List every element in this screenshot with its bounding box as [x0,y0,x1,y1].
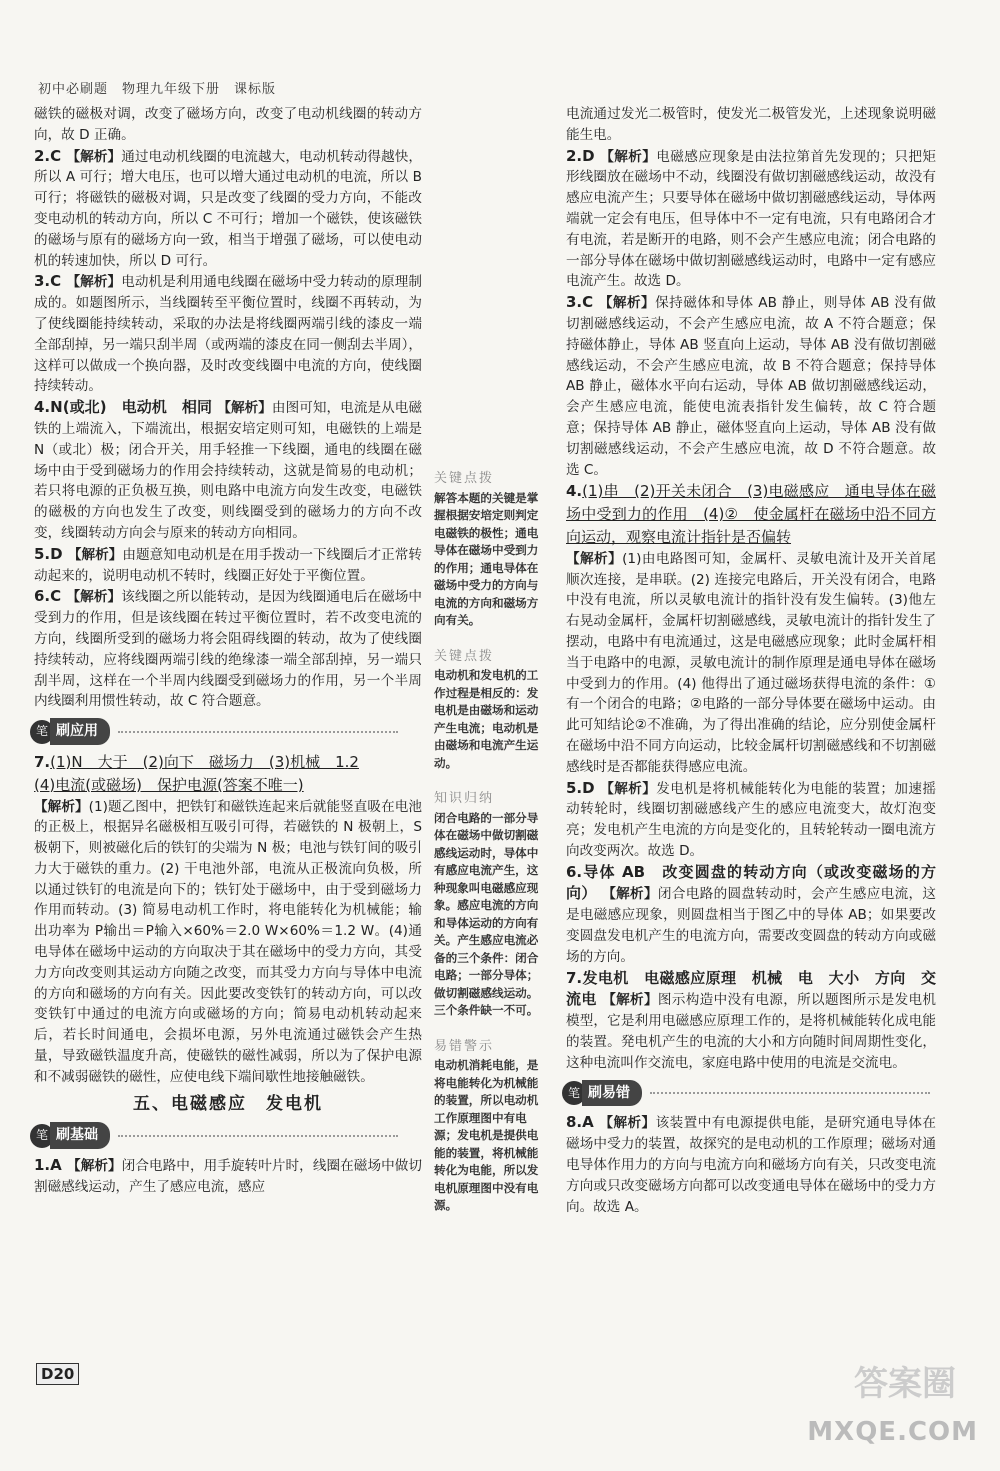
answer-key: D [50,544,68,563]
analysis-text: 发电机是将机械能转化为电能的装置；加速摇动转轮时，线圈切割磁感线产生的感应电流变大，故灯泡变亮；发电机产生电流的方向是变化的，且转轮转动一圈电流方向改变两次。故选 D。 [566,780,936,859]
answer-key: (1)N 大于 (2)向下 磁场力 (3)机械 1.2 [50,752,359,771]
answer-item [34,1155,422,1198]
answer-key: N(或北) 电动机 相同 [50,398,218,417]
left-column [34,104,422,1198]
analysis-tag: 【解析】 [599,1115,656,1132]
sidebar-note [434,790,546,1020]
answer-key: (1)串 (2)开关未闭合 (3)电磁感应 通电导体在磁场中受到力的作用 (4)② 使金属杆在磁场中沿不同方向运动，观察电流计指针是否偏转 [566,482,936,546]
note-text: 解答本题的关键是掌握根据安培定则判定电磁铁的极性；通电导体在磁场中受到力的作用；通电导体在磁场中受力的方向与电流的方向和磁场方向有关。 [434,490,539,627]
dotted-divider [118,1135,398,1137]
analysis-text: 保持磁体和导体 AB 静止，则导体 AB 没有做切割磁感线运动，不会产生感应电流，故 A 不符合题意；保持磁体静止，导体 AB 竖直向上运动，导体 AB 没有做切割磁感线运动，不会产生感应电流，故 B 不符合题意；保持导体 AB 静止，磁体水平向右运动，导体 AB 做切割磁感线运动，会产生感应电流，能使电流表指针发生偏转，故 C 符合题意；保持导体 AB 静止，磁体竖直向上运动，导体 AB 没有做切割磁感线运动，不会产生感应电流，故 D 不符合题意。故选 C。 [566,295,936,478]
analysis-text: 电磁感应现象是由法拉第首先发现的；只把矩形线圈放在磁场中不动，线圈没有做切割磁感线运动，故没有感应电流产生；只要导体在磁场中做切割磁感线运动，导体两端就一定会有电压，但导体中不一定有电流，只有电路闭合才有电流，若是断开的电路，则不会产生感应电流；闭合电路的一部分导体在磁场中做切割磁感线运动时，电路中一定有感应电流产生。故选 D。 [566,148,936,290]
question-number: 6. [566,862,583,881]
pen-icon: 笔 [30,1124,54,1148]
question-number: 4. [566,482,583,501]
answer-text: 磁铁的磁极对调，改变了磁场方向，改变了电动机线圈的转动方向，故 D 正确。 [34,106,422,143]
analysis-tag: 【解析】 [600,148,657,165]
answer-item [566,480,936,777]
question-number: 8. [566,1113,583,1132]
answer-item [34,751,422,1088]
section-badge [30,718,398,745]
analysis-text: 电动机是利用通电线圈在磁场中受力转动的原理制成的。如题图所示，当线圈转至平衡位置时，线圈不再转动，为了使线圈能持续转动，采取的办法是将线圈两端引线的漆皮一端全部刮掉，另一端只刮半周（或两端的漆皮在同一侧刮去半周），这样可以做成一个换向器，及时改变线圈中电流的方向，使线圈持续转动。 [34,274,423,395]
analysis-tag: 【解析】 [66,148,122,165]
section-badge [30,1122,398,1149]
question-number: 3. [34,272,51,291]
analysis-text: 通过电动机线圈的电流越大，电动机转动得越快，所以 A 可行；增大电压，也可以增大通过电动机的电流，所以 B 可行；将磁铁的磁极对调，只是改变了线圈的受力方向，不能改变电动机的转动方向，所以 C 不可行；增加一个磁铁，使该磁铁的磁场与原有的磁场方向一致，相当于增强了磁场，可以使电动机的转速加快，所以 D 可行。 [34,148,423,269]
right-column [566,104,936,1217]
analysis-text: 由题意知电动机是在用手拨动一下线圈后才正常转动起来的，说明电动机不转时，线圈正好处于平衡位置。 [34,546,422,584]
question-number: 7. [566,968,583,987]
question-number: 5. [34,544,51,563]
pen-icon: 笔 [30,720,54,744]
section-label: 刷易错 [582,1080,642,1107]
answer-item [566,862,936,968]
analysis-text: 闭合电路的圆盘转动时，会产生感应电流，这是电磁感应现象，则圆盘相当于图乙中的导体 AB；如果要改变圆盘发电机产生的电流方向，需要改变圆盘的转动方向或磁场的方向。 [566,886,937,965]
answer-key: (4)电流(或磁场) 保护电源(答案不唯一) [34,775,304,794]
analysis-tag: 【解析】 [66,589,122,606]
analysis-tag: 【解析】 [217,400,272,417]
section-badge [562,1080,930,1107]
pen-icon: 笔 [562,1081,586,1105]
page-number: D20 [36,1363,79,1385]
analysis-tag: 【解析】 [67,1158,122,1175]
note-text: 电动机和发电机的工作过程是相反的：发电机是由磁场和运动产生电流；电动机是由磁场和电流产生运动。 [434,668,539,770]
sidebar-notes [434,470,546,1233]
question-number: 4. [34,398,51,417]
note-heading: 关键点拨 [434,648,495,664]
question-number: 5. [566,778,583,797]
question-number: 7. [34,752,51,771]
answer-key: D [582,146,601,165]
question-number: 3. [566,293,583,312]
note-heading: 知识归纳 [434,791,495,806]
answer-item [34,146,422,272]
answer-continuation [566,104,936,146]
page-header: 初中必刷题 物理九年级下册 课标版 [38,82,277,97]
answer-item [34,586,422,712]
question-number: 2. [34,146,51,165]
watermark-logo: 答案圈 [854,1364,956,1404]
answer-item [34,271,422,397]
sidebar-note [434,470,546,630]
analysis-tag: 【解析】 [602,992,658,1009]
analysis-text: 由图可知，电流是从电磁铁的上端流入，下端流出，根据安培定则可知，电磁铁的上端是 N（或北）极；闭合开关，用手轻推一下线圈，通电的线圈在磁场中由于受到磁场力的作用会持续转动，这就是简易的电动机；若只将电源的正负极互换，则电路中电流方向发生改变，电磁铁的磁极的方向也发生了改变，则线圈受到的磁场力的方向不改变，线圈转动方向会与原来的转动方向相同。 [34,400,423,541]
answer-item [566,968,936,1074]
question-number: 2. [566,146,583,165]
analysis-tag: 【解析】 [566,550,623,567]
answer-item [566,146,936,293]
analysis-text: 闭合电路中，用手旋转叶片时，线圈在磁场中做切割磁感线运动，产生了感应电流，感应 [34,1158,423,1196]
answer-text: 电流通过发光二极管时，使发光二极管发光，上述现象说明磁能生电。 [566,106,936,143]
answer-key: D [582,778,601,797]
note-text: 电动机消耗电能，是将电能转化为机械能的装置，所以电动机工作原理图中有电源；发电机是提供电能的装置，将机械能转化为电能，所以发电机原理图中没有电源。 [434,1058,539,1212]
answer-item [34,397,422,544]
note-heading: 易错警示 [434,1038,495,1054]
analysis-tag: 【解析】 [67,546,123,563]
answer-item [566,778,936,862]
answer-key: C [50,587,67,606]
analysis-tag: 【解析】 [598,295,656,312]
sidebar-note [434,1038,546,1215]
note-heading: 关键点拨 [434,471,495,486]
section-label: 刷基础 [50,1122,110,1149]
section-label: 刷应用 [50,718,110,745]
dotted-divider [650,1092,930,1094]
answer-continuation [34,104,422,146]
dotted-divider [118,731,398,733]
question-number: 1. [34,1156,51,1175]
analysis-text: (1)由电路图可知，金属杆、灵敏电流计及开关首尾顺次连接，是串联。(2) 连接完电路后，开关没有闭合，电路中没有电流，所以灵敏电流计的指针没有发生偏转。(3)他左右晃动金属杆，金属杆切割磁感线，灵敏电流计的指针发生了摆动，电路中有电流通过，这是电磁感应现象；此时金属杆相当于电路中的电源，灵敏电流计的制作原理是通电导体在磁场中受到力的作用。(4) 他得出了通过磁场获得电流的条件：①有一个闭合的电路；②电路的一部分导体要在磁场中运动。由此可知结论②不准确，为了得出准确的结论，应分别使金属杆在磁场中沿不同方向运动，比较金属杆切割磁感线和不切割磁感线时是否都能获得感应电流。 [566,550,936,775]
question-number: 6. [34,587,51,606]
analysis-tag: 【解析】 [602,886,658,903]
answer-key: C [582,293,599,312]
analysis-tag: 【解析】 [66,274,122,291]
analysis-tag: 【解析】 [34,798,89,815]
note-text: 闭合电路的一部分导体在磁场中做切割磁感线运动时，导体中有感应电流产生，这种现象叫电磁感应现象。感应电流的方向和导体运动的方向有关。产生感应电流必备的三个条件：闭合电路；一部分导体；做切割磁感线运动。三个条件缺一不可。 [434,810,539,1017]
analysis-text: 图示构造中没有电源，所以题图所示是发电机模型，它是利用电磁感应原理工作的，是将机械能转化成电能的装置。発电机产生的电流的大小和方向随时间周期性变化，这种电流叫作交流电，家庭电路中使用的电流是交流电。 [566,992,937,1071]
answer-item [34,544,422,587]
answer-key: C [50,272,67,291]
analysis-text: (1)题乙图中，把铁钉和磁铁连起来后就能竖直吸在电池的正极上，根据异名磁极相互吸引可得，若磁铁的 N 极朝上，S 极朝下，则被磁化后的铁钉的尖端为 N 极；电池与铁钉间的吸引力大于磁铁的重力。(2) 干电池外部，电流从正极流向负极，所以通过铁钉的电流是向下的；铁钉处于磁场中，由于受到磁场力作用而转动。(3) 简易电动机工作时，将电能转化为机械能；输出功率为 P输出＝P输入×60%＝2.0 W×60%＝1.2 W。(4)通电导体在磁场中运动的方向取决于其在磁场中的受力方向，其受力方向改变则其运动方向随之改变，而其受力方向与导体中电流的方向和磁场的方向有关。因此要改变铁钉的转动方向，可以改变铁钉中通过的电流方向或磁场的方向；简易电动机转动起来后，若长时间通电，会损坏电源，另外电流通过磁铁会产生热量，导致磁铁温度升高，使磁铁的磁性减弱，所以为了保护电源和不减弱磁铁的磁性，应使电线下端间歇性地接触磁铁。 [34,798,423,1085]
analysis-tag: 【解析】 [600,780,657,797]
answer-key: A [50,1156,68,1175]
watermark-text: MXQE.COM [807,1417,978,1447]
analysis-text: 该装置中有电源提供电能，是研究通电导体在磁场中受力的装置，故探究的是电动机的工作原理；磁场对通电导体作用力的方向与电流方向和磁场方向有关，只改变电流方向或只改变磁场方向都可以改变通电导体在磁场中的受力方向。故选 A。 [566,1115,936,1215]
answer-item [566,1112,936,1217]
section-title: 五、电磁感应 发电机 [133,1093,323,1114]
answer-item [566,292,936,480]
answer-key: C [50,146,67,165]
answer-key: A [582,1113,600,1132]
answer-key: 导体 AB 改变圆盘的转动方向（或改变磁场的方向） [566,862,936,903]
answer-key: 发电机 电磁感应原理 机械 电 大小 方向 交流电 [566,968,936,1009]
sidebar-note [434,648,546,773]
analysis-text: 该线圈之所以能转动，是因为线圈通电后在磁场中受到力的作用，但是该线圈在转过平衡位置时，若不改变电流的方向，线圈所受到的磁场力将会阻碍线圈的转动，故为了使线圈持续转动，应将线圈两端引线的绝缘漆一端全部刮掉，另一端只刮半周，这样在一个半周内线圈受到磁场力的作用，另一个半周内线圈利用惯性转动，故 C 符合题意。 [34,589,423,710]
